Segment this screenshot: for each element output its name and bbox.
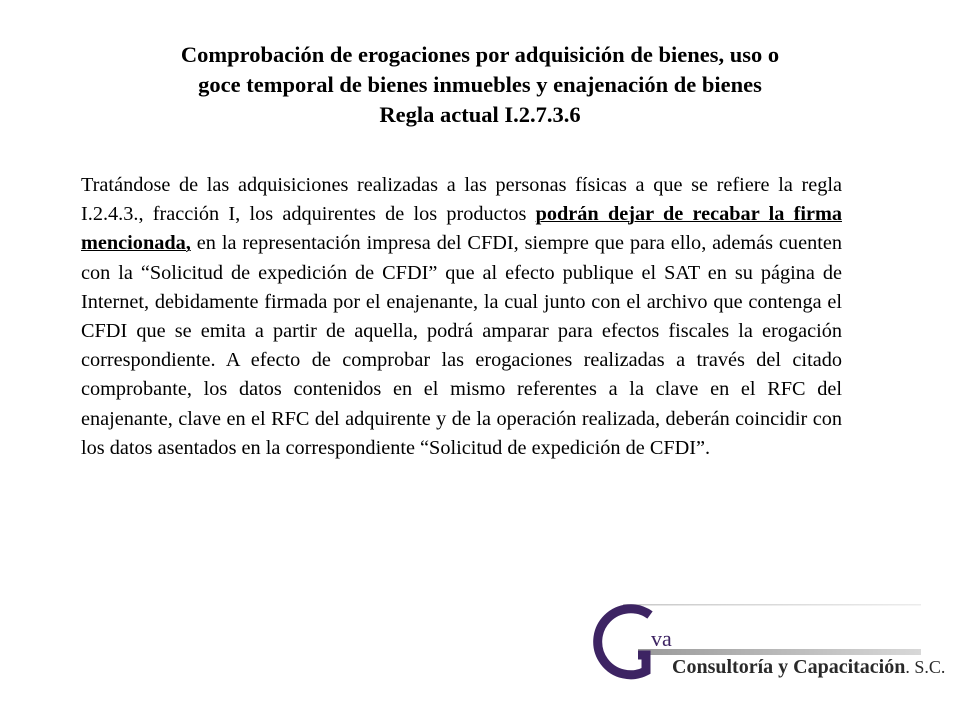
company-logo (583, 601, 946, 691)
logo-company-main: Consultoría y Capacitación (672, 656, 906, 678)
title-line-2: goce temporal de bienes inmuebles y enajenación de bienes (198, 72, 762, 97)
logo-monogram: va (651, 626, 672, 651)
logo-company-suffix: . S.C. (905, 657, 946, 677)
title-line-1: Comprobación de erogaciones por adquisición de bienes, uso o (180, 42, 780, 67)
slide-title (80, 40, 880, 130)
logo-company-name (672, 656, 945, 679)
body-text-part-1: Tratándose de las adquisiciones realizadas a las personas físicas a que se refiere la regla I.2.4.3., fracción I, los adquirentes de los productos (81, 174, 842, 226)
title-line-3: Regla actual I.2.7.3.6 (379, 102, 581, 127)
logo-g-letter (598, 609, 650, 675)
logo-top-rule (623, 604, 921, 606)
body-paragraph (81, 171, 842, 463)
body-emphasis: podrán dejar de recabar la firma mencionada, (81, 203, 842, 255)
body-text-part-2: en la representación impresa del CFDI, siempre que para ello, además cuenten con la “Solicitud de expedición de CFDI” que al efecto publique el SAT en su página de Internet, debidamente firmada por el enajenante, la cual junto con el archivo que contenga el CFDI que se emita a partir de aquella, podrá amparar para efectos fiscales la erogación correspondiente. A efecto de comprobar las erogaciones realizadas a través del citado comprobante, los datos contenidos en el mismo referentes a la clave en el RFC del enajenante, clave en el RFC del adquirente y de la operación realizada, deberán coincidir con los datos asentados en la correspondiente “Solicitud de expedición de CFDI”. (81, 232, 842, 459)
logo-bar (638, 649, 921, 655)
